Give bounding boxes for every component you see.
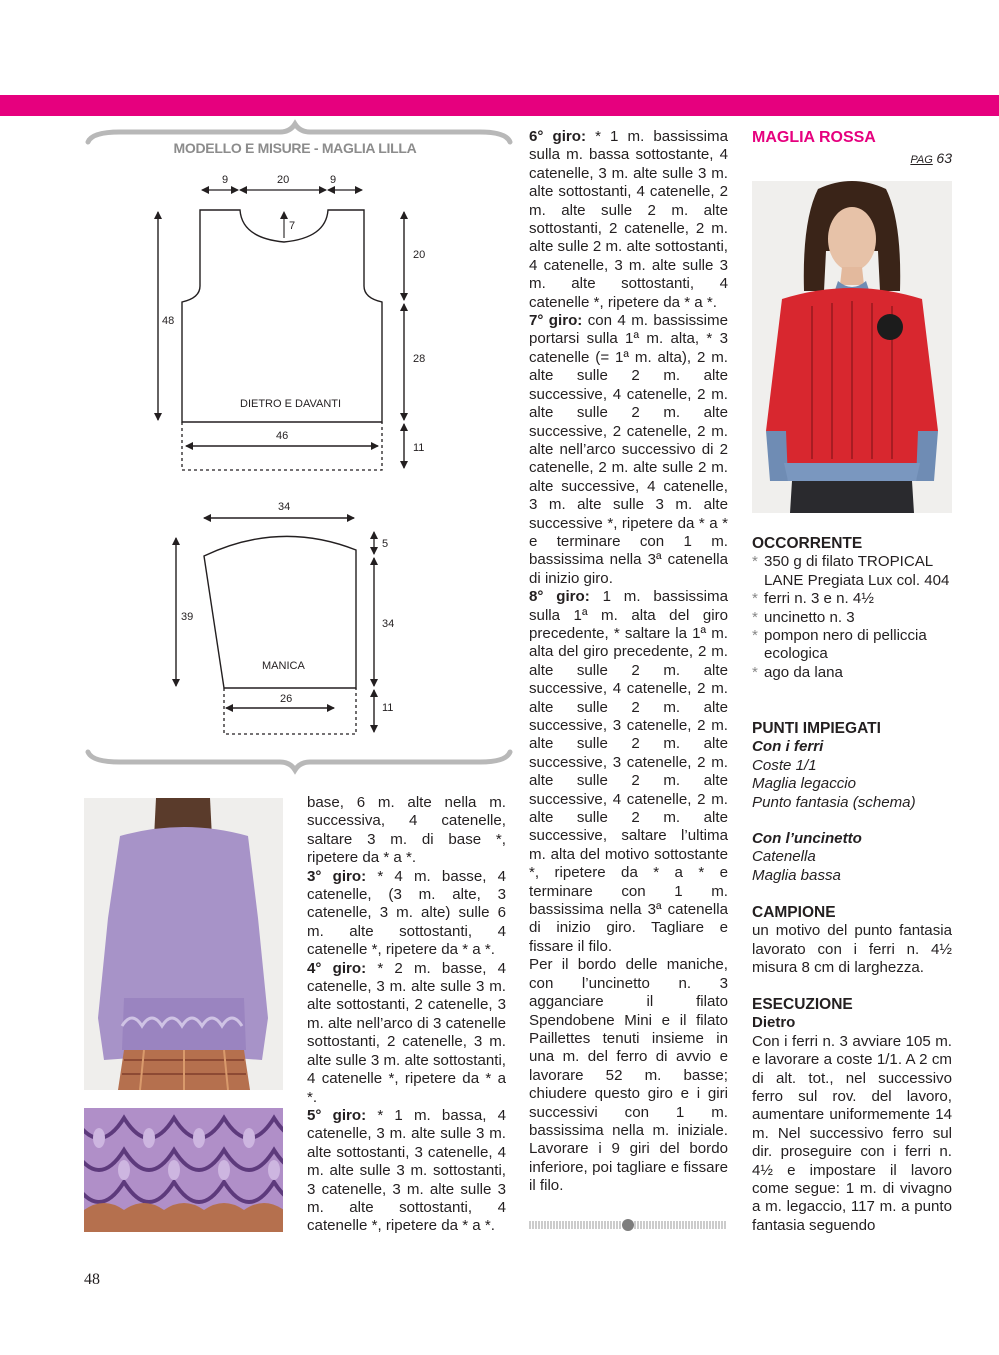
stitch-item: Coste 1/1 [752,756,817,774]
paragraph [529,312,728,588]
dim-label: 34 [382,618,395,630]
stitch-item: Catenella [752,848,816,866]
subheading: Con l’uncinetto [752,830,862,848]
text: 1 m. bassissima sulla 1ª m. alta del giro precedente, * saltare la 1ª m. alta del giro precedente, 2 m. alte sulle 2 m. alte successive, 4 catenelle, 2 m. alte sulle 2 m. alte successive, 3 catenelle, 2 m. alte sulle 2 m. alte successive, 3 catenelle, 2 m. alte sulle 2 m. alte successive, 4 catenelle, 2 m. alte sulle 2 m. alte successive, saltare l’ultima m. alta del motivo sottostante *, ripetere da * a * e terminare con 1 m. bassissima nella 3ª catenella di inizio giro. Tagliare e fissare il filo. [529,588,728,955]
lilac-sweater-photo [84,798,283,1090]
list-item: * 350 g di filato TROPICAL LANE Pregiata Lux col. 404 [752,553,950,589]
dim-label: 34 [278,501,291,513]
text: ago da lana [764,663,843,681]
gauge-text: un motivo del punto fantasia lavorato con i ferri n. 4½ misura 8 cm di larghezza. [752,922,952,977]
dim-label: 5 [382,538,389,550]
lace-detail-photo [84,1108,283,1232]
text: Per il bordo delle maniche, con l’uncinetto n. 3 agganciare il filato Spendobene Mini e il filato Paillettes tenuti insieme in una m. del ferro di avvio e lavorare 52 m. basse; chiudere questo giro e i giri successivi con 1 m. bassissima nella m. iniziale. Lavorare i 9 giri del bordo inferiore, poi tagliare e fissare il filo. [529,956,728,1195]
materials-section [752,535,952,682]
list-item: * ferri n. 3 e n. 4½ [752,590,874,608]
text: * 1 m. bassissima sulla m. bassa sottostante, 4 catenelle, 3 m. alte sulle 3 m. alte sottostanti, 4 catenelle, 2 m. alte sulle 2 m. alte sottostanti, 2 catenelle, 2 m. alte sulle 2 m. alte sottostanti, 4 catenelle, 3 m. alte sulle 3 m. alte sottostanti, 4 catenelle *, ripetere da * a *. [529,128,728,311]
subheading: Con i ferri [752,738,824,756]
list-item: * uncinetto n. 3 [752,608,855,626]
stitches-section [752,720,952,885]
dim-label: 28 [413,353,426,365]
dim-label: 20 [277,174,290,186]
stitch-item: Maglia bassa [752,866,841,884]
dim-label: 9 [330,174,337,186]
round-label: 6° giro: [529,128,587,145]
dim-label: 9 [222,174,229,186]
paragraph [307,868,506,960]
dim-label: 11 [413,442,425,454]
dim-label: 7 [289,220,296,232]
dim-label: 20 [413,249,426,261]
page-reference-number: 63 [936,150,952,166]
page-progress-indicator [528,1218,728,1232]
dim-label: 26 [280,693,293,705]
text: * 4 m. basse, 4 catenelle, (3 m. alte, 3 catenelle, 3 m. alte) sulle 6 m. alte sottostanti, 4 catenelle *, ripetere da * a *. [307,867,506,959]
schematic-drawing [80,118,520,778]
paragraph [529,588,728,956]
execution-text: Con i ferri n. 3 avviare 105 m. e lavorare a coste 1/1. A 2 cm di alt. tot., nel successivo ferro sul rov. del lavoro, aumentare uniformemente 14 m. Nel successivo ferro sul dir. proseguire con i ferri n. 4½ e impostare il lavoro come segue: 1 m. di vivagno a m. legaccio, 117 m. a punto fantasia seguendo [752,1032,952,1234]
execution-section [752,996,952,1235]
subheading: Dietro [752,1014,796,1032]
round-label: 7° giro: [529,312,583,330]
round-label: 3° giro: [307,867,367,885]
section-heading: CAMPIONE [752,904,836,921]
dim-label: 46 [276,430,289,442]
text: ferri n. 3 e n. 4½ [764,590,874,608]
list-item: * ago da lana [752,663,843,681]
paragraph [307,960,506,1107]
text: 350 g di filato TROPICAL LANE Pregiata Lux col. 404 [764,553,950,589]
instructions-column-1 [307,794,506,1236]
round-label: 4° giro: [307,959,367,977]
progress-marker [622,1219,634,1231]
body-piece-label: DIETRO E DAVANTI [240,398,342,410]
top-accent-bar [0,95,999,116]
page-reference [880,150,952,166]
schematic-diagram [80,118,520,778]
section-heading: PUNTI IMPIEGATI [752,720,881,737]
instructions-column-2 [529,128,728,1196]
red-sweater-photo [752,181,952,513]
text: * 2 m. basse, 4 catenelle, 3 m. alte sulle 3 m. alte sottostanti, 2 catenelle, 3 m. alte nell’arco di 3 catenelle sottostanti, 2 catenelle, 3 m. alte sulle 3 m. alte sottostanti, 4 catenelle *, ripetere da * a *. [307,959,506,1106]
paragraph [307,794,506,868]
dim-label: 11 [382,702,394,714]
text: con 4 m. bassissime portarsi sulla 1ª m. alta, * 3 catenelle (= 1ª m. alta), 2 m. alte sulle 2 m. alte successive, 4 catenelle, 2 m. alte sulle 2 m. alte successive, 2 catenelle, 2 m. alte nell’arco successivo di 2 catenelle, 2 m. alte sulle 2 m. alte successive, 4 catenelle, 3 m. alte sulle 3 m. alte successive *, ripetere da * a * e terminare con 1 m. bassissima nella 3ª catenella di inizio giro. [529,312,728,587]
text: uncinetto n. 3 [764,608,855,626]
section-heading: OCCORRENTE [752,535,863,552]
stitch-item: Maglia legaccio [752,775,857,793]
text: base, 6 m. alte nella m. successiva, 4 catenelle, saltare 3 m. di base *, ripetere da * a *. [307,794,506,867]
dim-label: 39 [181,611,194,623]
diagram-title: MODELLO E MISURE - MAGLIA LILLA [173,140,417,156]
dim-label: 48 [162,315,175,327]
page-number: 48 [84,1271,100,1288]
text: * 1 m. bassa, 4 catenelle, 3 m. alte sulle 3 m. alte sottostanti, 3 catenelle, 4 m. alte sulle 3 m. sottostanti, 3 catenelle, 3 m. alte sulle 3 m. alte sottostanti, 4 catenelle *, ripetere da * a *. [307,1106,506,1235]
section-heading: ESECUZIONE [752,996,853,1013]
section-title: MAGLIA ROSSA [752,129,876,146]
gauge-section [752,904,952,978]
list-item: * pompon nero di pelliccia ecologica [752,627,927,663]
materials-list [752,553,952,682]
paragraph [529,956,728,1195]
page-reference-label: PAG [910,154,933,166]
text: pompon nero di pelliccia ecologica [764,627,927,663]
stitch-item: Punto fantasia (schema) [752,793,916,811]
paragraph [529,128,728,312]
paragraph [307,1107,506,1236]
sleeve-piece-label: MANICA [262,660,305,672]
round-label: 8° giro: [529,588,590,606]
round-label: 5° giro: [307,1106,367,1124]
